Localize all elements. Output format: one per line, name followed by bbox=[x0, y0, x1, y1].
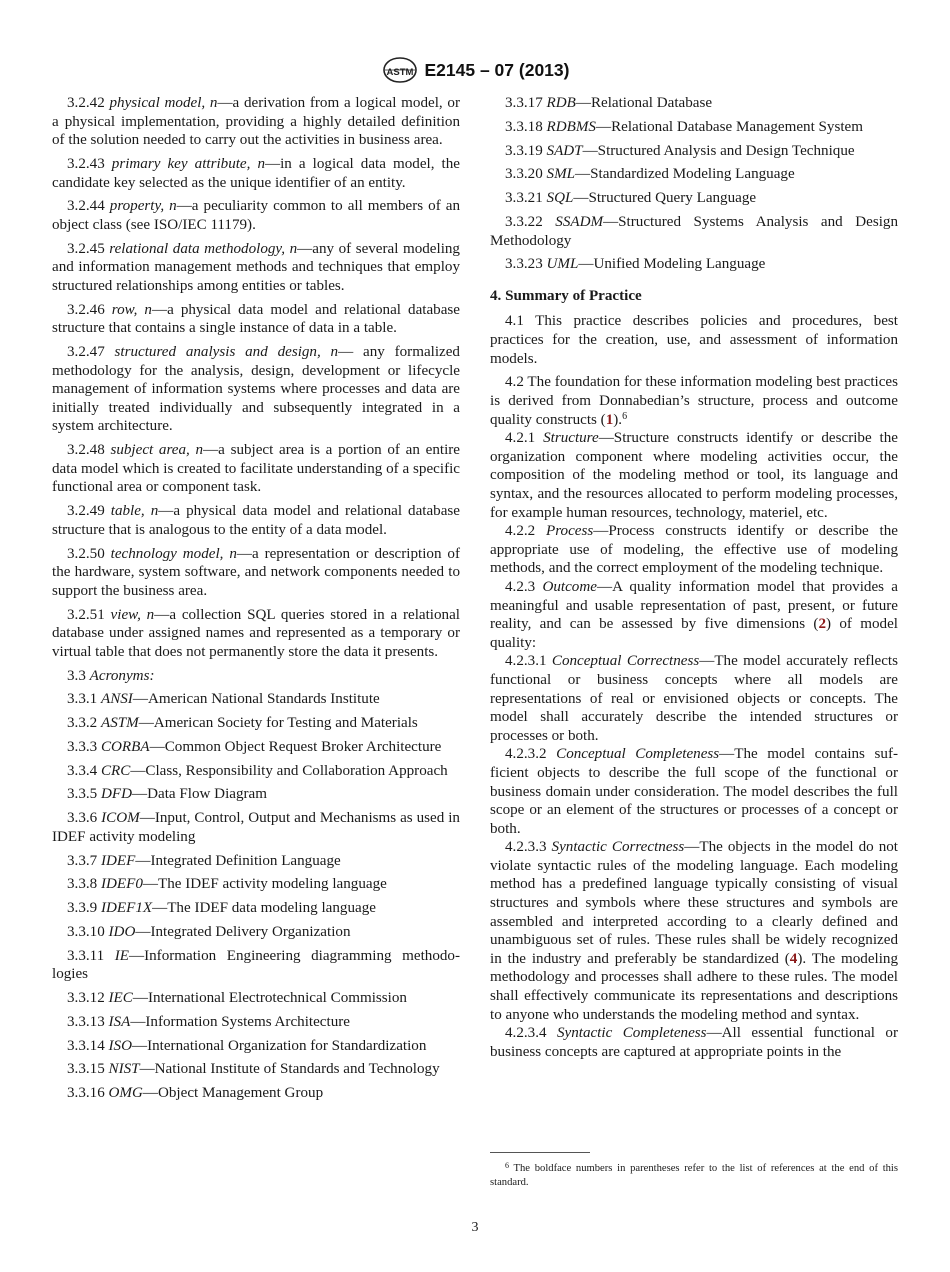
definition-3-2-49: 3.2.49 table, n—a physical data model and relational database structure that is analogous to the entity of a data model. bbox=[52, 503, 461, 538]
definition-3-2-42: 3.2.42 physical model, n—a derivation from a logical model, or a physical implementation, providing a highly detailed definition of the solution needed to carry out the activities in business area. bbox=[52, 95, 460, 149]
definition-3-2-44: 3.2.44 property, n—a peculiarity common to all members of an object class (see ISO/IEC 11179). bbox=[52, 198, 460, 233]
definition-3-2-46: 3.2.46 row, n—a physical data model and relational database structure that contains a single instance of data in a table. bbox=[52, 301, 461, 337]
definition-3-2-51: 3.2.51 view, n—a collection SQL queries stored in a relational database under assigned names and represented as a temporary or virtual table that does not permanently store the data it presents. bbox=[52, 606, 460, 660]
reference-link[interactable]: 1 bbox=[605, 411, 614, 428]
acronym-3-3-3: 3.3.3 CORBA—Common Object Request Broker Architecture bbox=[67, 738, 442, 755]
paragraph-4-2-3-2: 4.2.3.2 Conceptual Completeness—The model contains sufficient objects to describe the full scope of the functional or business domain under consideration. The model describes the full scope or an element of the structures or processes of a concept or both. bbox=[490, 746, 899, 837]
paragraph-4-2-2: 4.2.2 Process—Process constructs identify or describe the appropriate use of modeling, the effective use of modeling methods, and the correct employment of the modeling technique. bbox=[490, 523, 898, 577]
acronym-3-3-16: 3.3.16 OMG—Object Management Group bbox=[67, 1085, 324, 1102]
acronym-3-3-4: 3.3.4 CRC—Class, Responsibility and Collaboration Approach bbox=[67, 762, 448, 779]
paragraph-4-2-3-1: 4.2.3.1 Conceptual Correctness—The model accurately reflects functional or business concepts where all models are representations of real or envisioned objects or concepts. The model shall accurately describe the intended structures or processes or both. bbox=[490, 653, 898, 744]
paragraph-4-2: 4.2 The foundation for these information modeling best practices is derived from Donnabedian’s structure, process and outcome quality constructs (1).$^6$ bbox=[490, 374, 898, 428]
acronym-3-3-6: 3.3.6 ICOM—Input, Control, Output and Mechanisms as used in IDEF activity modeling bbox=[52, 810, 460, 845]
acronym-3-3-12: 3.3.12 IEC—International Electrotechnical Commission bbox=[67, 990, 407, 1007]
definition-3-2-43: 3.2.43 primary key attribute, n—in a logical data model, the candidate key selected as the unique identifier of an entity. bbox=[52, 155, 460, 191]
acronym-3-3-18: 3.3.18 RDBMS—Relational Database Management System bbox=[505, 118, 863, 135]
acronym-3-3-1: 3.3.1 ANSI—American National Standards Institute bbox=[67, 691, 380, 708]
acronym-3-3-20: 3.3.20 SML—Standardized Modeling Language bbox=[505, 166, 795, 183]
acronym-3-3-10: 3.3.10 IDO—Integrated Delivery Organization bbox=[67, 923, 351, 940]
page-header bbox=[0, 58, 950, 82]
acronyms-heading: 3.3 Acronyms: bbox=[67, 667, 155, 684]
acronym-3-3-2: 3.3.2 ASTM—American Society for Testing and Materials bbox=[67, 715, 418, 732]
definition-3-2-50: 3.2.50 technology model, n—a representation or description of the hardware, system software, and network components needed to support the business area. bbox=[52, 545, 460, 599]
acronym-3-3-8: 3.3.8 IDEF0—The IDEF activity modeling language bbox=[67, 876, 387, 893]
acronym-3-3-14: 3.3.14 ISO—International Organization for Standardization bbox=[67, 1037, 427, 1054]
acronym-3-3-11: 3.3.11 IE—Information Engineering diagramming methodologies bbox=[52, 947, 461, 983]
definition-3-2-47: 3.2.47 structured analysis and design, n— any formalized methodology for the analysis, design, development or lifecycle management of information systems where processes and data are initially treated individually and subsequently integrated in a system architecture. bbox=[52, 344, 460, 435]
reference-link[interactable]: 4 bbox=[789, 950, 798, 967]
acronym-3-3-7: 3.3.7 IDEF—Integrated Definition Language bbox=[67, 852, 341, 869]
paragraph-4-2-1: 4.2.1 Structure—Structure constructs identify or describe the organization component where modeling activities occur, the composition of the modeling method or tool, its language and syntax, and the resources allocated to perform modeling processes, for example human resources, technology, materiel, etc. bbox=[490, 430, 898, 521]
svg-text:ASTM: ASTM bbox=[386, 67, 413, 78]
footnote-divider bbox=[490, 1152, 590, 1153]
acronym-3-3-21: 3.3.21 SQL—Structured Query Language bbox=[505, 190, 757, 207]
footnote-marker[interactable]: 6 bbox=[622, 410, 628, 422]
definition-3-2-45: 3.2.45 relational data methodology, n—any of several modeling and information management methods and techniques that employ structured relationships among entities or tables. bbox=[52, 240, 460, 294]
astm-logo-icon bbox=[381, 57, 419, 83]
acronym-3-3-13: 3.3.13 ISA—Information Systems Architecture bbox=[67, 1013, 350, 1030]
acronym-3-3-5: 3.3.5 DFD—Data Flow Diagram bbox=[67, 786, 267, 803]
paragraph-4-2-3-4: 4.2.3.4 Syntactic Completeness—All essential functional or business concepts are captured at appropriate points in the bbox=[490, 1025, 898, 1060]
reference-link[interactable]: 2 bbox=[818, 616, 827, 633]
acronym-3-3-19: 3.3.19 SADT—Structured Analysis and Design Technique bbox=[505, 142, 855, 159]
acronym-3-3-23: 3.3.23 UML—Unified Modeling Language bbox=[505, 256, 766, 273]
acronym-3-3-15: 3.3.15 NIST—National Institute of Standards and Technology bbox=[67, 1061, 440, 1078]
standard-designation: E2145 – 07 (2013) bbox=[424, 59, 570, 80]
paragraph-4-1: 4.1 This practice describes policies and procedures, best practices for the creation, use, and assessment of information models. bbox=[490, 313, 898, 367]
acronym-3-3-9: 3.3.9 IDEF1X—The IDEF data modeling language bbox=[67, 900, 376, 917]
left-column bbox=[52, 94, 460, 1108]
footnote: $^6$ The boldface numbers in parentheses refer to the list of references at the end of this standard. bbox=[490, 1161, 898, 1188]
section-4-heading: 4. Summary of Practice bbox=[490, 287, 642, 304]
page-number: 3 bbox=[471, 1220, 479, 1235]
paragraph-4-2-3-3: 4.2.3.3 Syntactic Correctness—The objects in the model do not violate syntactic rules of the modeling language. Each modeling method has a predefined language typically consisting of visual structures and symbols where these structures and symbols are assembled and interpreted according to a clearly defined and unambiguous set of rules. These rules shall be widely recognized in the industry and preferably be standardized (4). The modeling methodology and processes shall adhere to these rules. The model shall effectively communicate its representations and descriptions to anyone who understands the modeling method and syntax. bbox=[490, 839, 899, 1023]
definition-3-2-48: 3.2.48 subject area, n—a subject area is a portion of an entire data model which is created to facilitate understanding of a specific functional area or component task. bbox=[52, 442, 460, 496]
acronym-3-3-22: 3.3.22 SSADM—Structured Systems Analysis and Design Methodology bbox=[490, 213, 898, 249]
right-column bbox=[490, 94, 898, 1061]
acronym-3-3-17: 3.3.17 RDB—Relational Database bbox=[505, 95, 713, 111]
paragraph-4-2-3: 4.2.3 Outcome—A quality information model that provides a meaningful and usable representation of past, present, or future reality, and can be assessed by five dimensions (2) of model quality: bbox=[490, 578, 899, 651]
